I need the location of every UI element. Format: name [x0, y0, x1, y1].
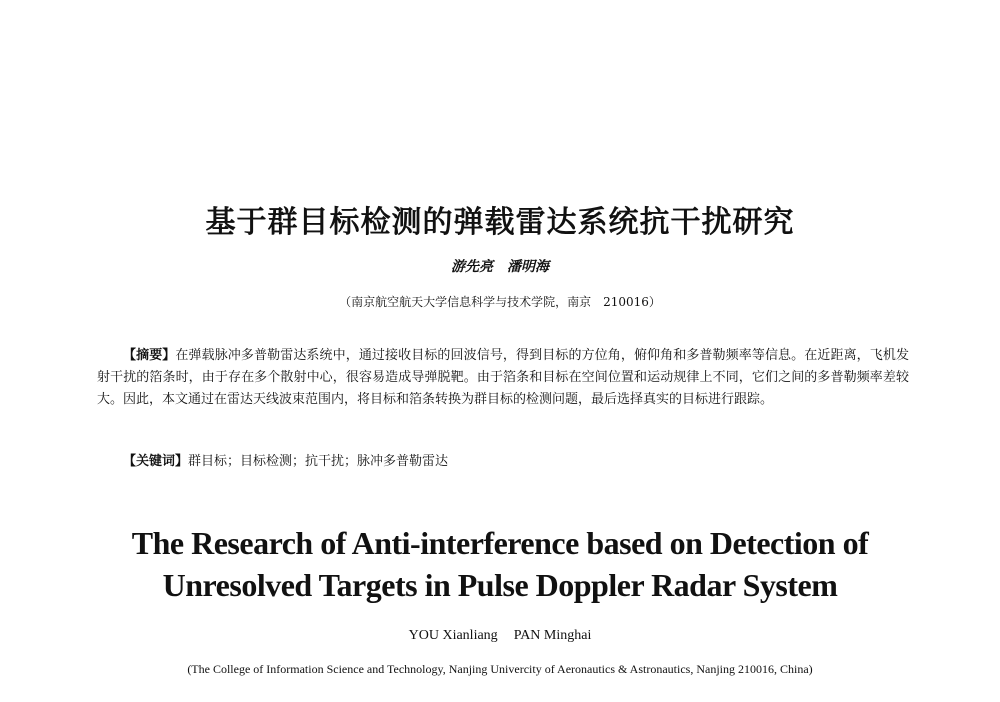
abstract-text: 在弹载脉冲多普勒雷达系统中，通过接收目标的回波信号，得到目标的方位角，俯仰角和多普勒频率等信息。在近距离，飞机发射干扰的箔条时，由于存在多个散射中心，很容易造成导弹脱靶。由于箔条和目标在空间位置和运动规律上不同，它们之间的多普勒频率差较大。因此，本文通过在雷达天线波束范围内，将目标和箔条转换为群目标的检测问题，最后选择真实的目标进行跟踪。: [97, 348, 909, 407]
abstract-label: 【摘要】: [123, 348, 176, 363]
chinese-keywords: [123, 452, 448, 472]
english-authors: [0, 626, 1000, 646]
keywords-label: 【关键词】: [123, 454, 189, 469]
chinese-affiliation: （南京航空航天大学信息科学与技术学院，南京 210016）: [339, 295, 661, 309]
english-title: [0, 522, 1000, 606]
english-title-line-2: Unresolved Targets in Pulse Doppler Radar System: [162, 567, 838, 603]
keywords-text: 群目标；目标检测；抗干扰；脉冲多普勒雷达: [188, 454, 449, 469]
english-title-line-1: The Research of Anti-interference based on Detection of: [131, 525, 869, 561]
chinese-abstract: [97, 345, 909, 411]
english-author-1: YOU Xianliang: [408, 628, 498, 643]
chinese-authors: 游先亮 潘明海: [451, 259, 549, 275]
chinese-abstract-paragraph: [97, 345, 909, 411]
chinese-title: 基于群目标检测的弹载雷达系统抗干扰研究: [205, 205, 795, 240]
english-affiliation: (The College of Information Science and Technology, Nanjing Univercity of Aeronautics & Astronautics, Nanjing 210016, China): [187, 662, 813, 676]
english-author-2: PAN Minghai: [513, 628, 592, 643]
